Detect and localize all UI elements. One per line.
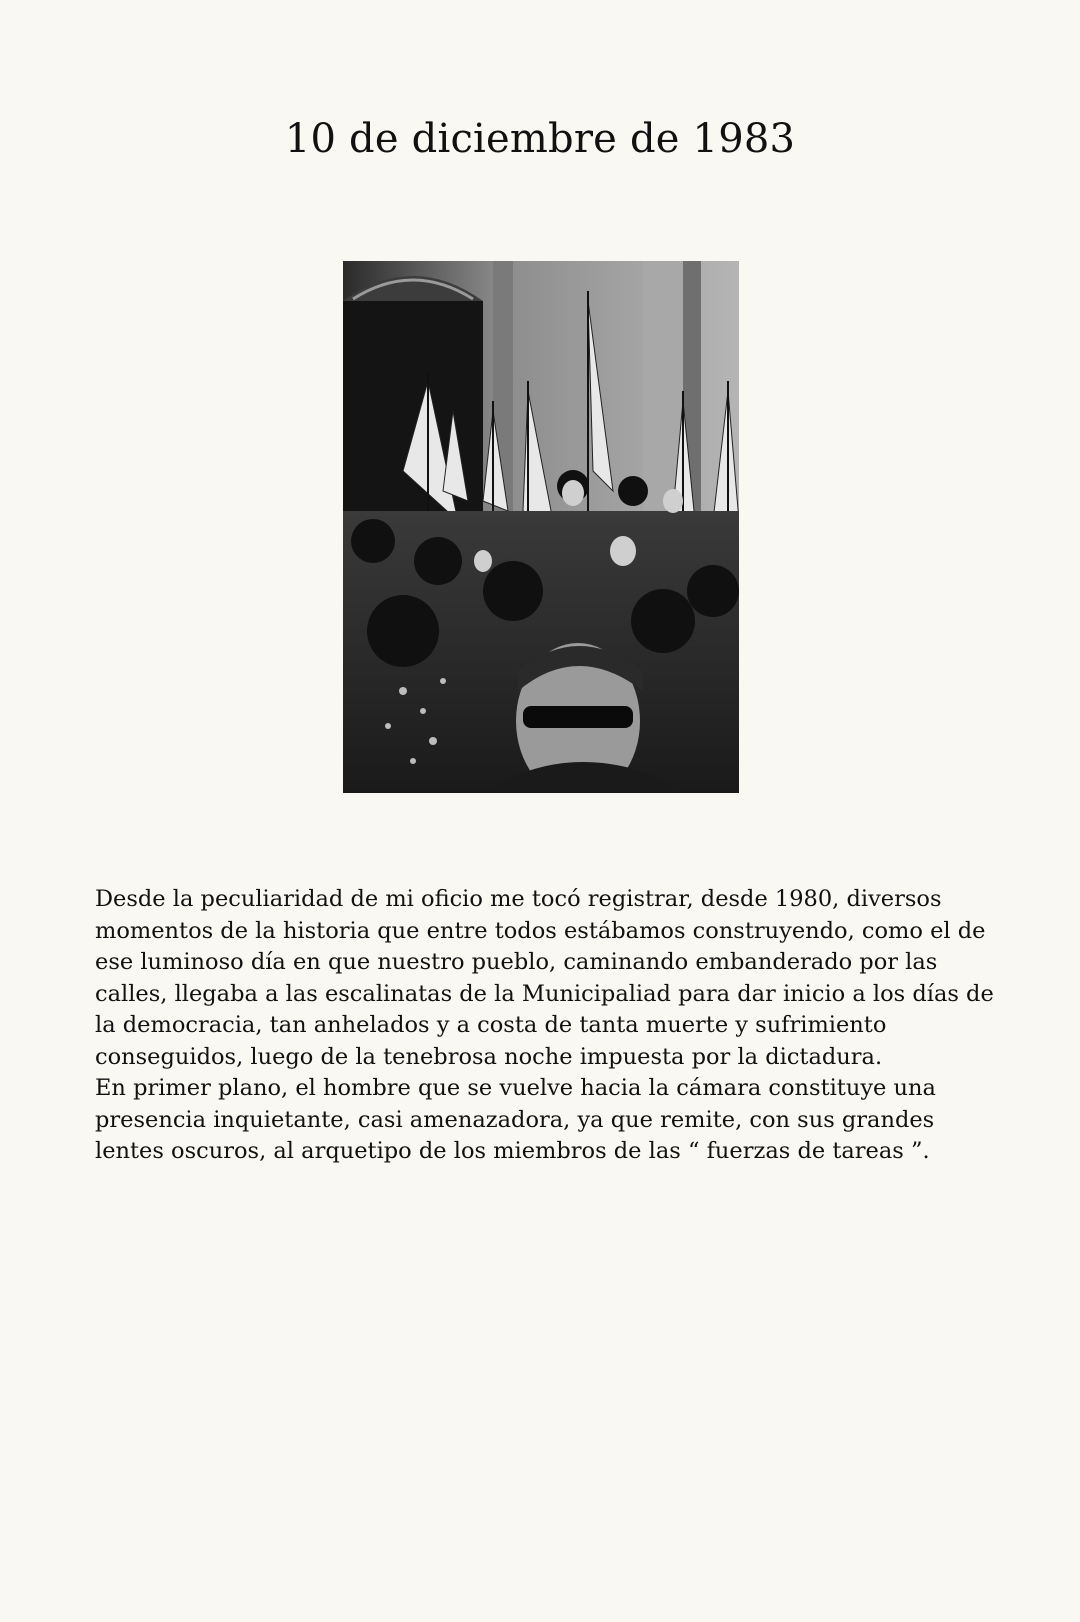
paragraph-1: Desde la peculiaridad de mi oficio me tocó registrar, desde 1980, diversos momentos de la historia que entre todos estábamos construyendo, como el de ese luminoso día en que nuestro pueblo, caminando embanderado por las calles, llegaba a las escalinatas de la Municipaliad para dar inicio a los días de la democracia, tan anhelados y a costa de tanta muerte y sufrimiento conseguidos, luego de la tenebrosa noche impuesta por la dictadura. [95, 886, 994, 1070]
page-title: 10 de diciembre de 1983 [284, 116, 796, 162]
crowd-photo-icon [343, 261, 739, 793]
body-text [95, 884, 1000, 1168]
paragraph-2: En primer plano, el hombre que se vuelve hacia la cámara constituye una presencia inquietante, casi amenazadora, ya que remite, con sus grandes lentes oscuros, al arquetipo de los miembros de las “ fuerzas de tareas ”. [95, 1075, 936, 1164]
